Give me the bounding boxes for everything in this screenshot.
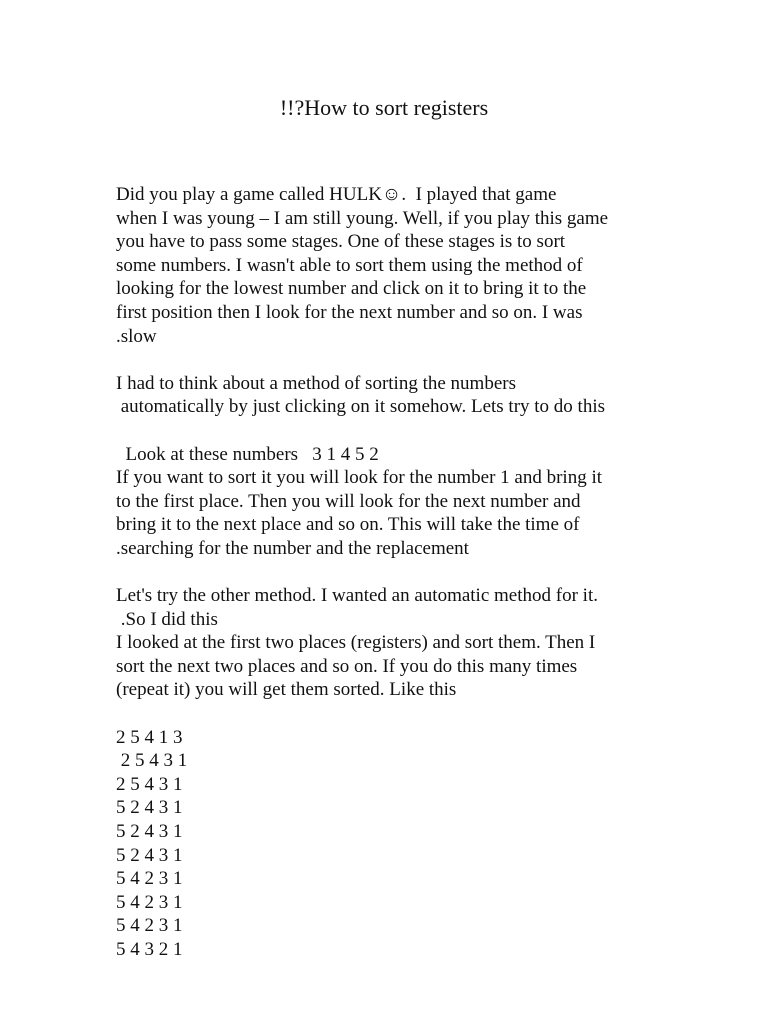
text-line: automatically by just clicking on it somehow. Lets try to do this	[116, 396, 606, 418]
paragraph-spacer	[116, 702, 696, 726]
sequence-line: 2 5 4 3 1	[116, 773, 183, 795]
text-line: I had to think about a method of sorting the numbers	[116, 372, 516, 394]
paragraph-spacer	[116, 419, 696, 443]
paragraph-3	[116, 443, 696, 561]
sequence-line: 2 5 4 1 3	[116, 726, 183, 748]
text-line: I looked at the first two places (registers) and sort them. Then I	[116, 632, 596, 654]
text-line: looking for the lowest number and click on it to bring it to the	[116, 278, 587, 300]
text-line: when I was young – I am still young. Well, if you play this game	[116, 207, 609, 229]
sequence-line: 2 5 4 3 1	[116, 750, 188, 772]
document-title: !!?How to sort registers	[279, 95, 489, 120]
text-line: (repeat it) you will get them sorted. Like this	[116, 679, 457, 701]
text-line: .searching for the number and the replacement	[116, 537, 469, 559]
text-line: .slow	[116, 325, 157, 347]
sequence-line: 5 4 2 3 1	[116, 891, 183, 913]
paragraph-2	[116, 372, 696, 419]
paragraph-spacer	[116, 348, 696, 372]
sequence-line: 5 4 2 3 1	[116, 915, 183, 937]
text-line: some numbers. I wasn't able to sort them using the method of	[116, 254, 583, 276]
text-line: Let's try the other method. I wanted an automatic method for it.	[116, 585, 598, 607]
paragraph-1	[116, 183, 696, 348]
text-line: If you want to sort it you will look for the number 1 and bring it	[116, 467, 603, 489]
sequence-line: 5 2 4 3 1	[116, 821, 183, 843]
sequence-line: 5 2 4 3 1	[116, 797, 183, 819]
sorting-sequence	[116, 726, 696, 962]
text-line: bring it to the next place and so on. This will take the time of	[116, 514, 580, 536]
text-line: you have to pass some stages. One of these stages is to sort	[116, 231, 566, 253]
text-line: first position then I look for the next number and so on. I was	[116, 301, 583, 323]
document-body	[116, 183, 696, 962]
sequence-line: 5 2 4 3 1	[116, 844, 183, 866]
paragraph-spacer	[116, 561, 696, 585]
sequence-line: 5 4 3 2 1	[116, 939, 183, 960]
sequence-line: 5 4 2 3 1	[116, 868, 183, 890]
paragraph-4	[116, 584, 696, 702]
text-line: to the first place. Then you will look for the next number and	[116, 490, 581, 512]
text-line: sort the next two places and so on. If you do this many times	[116, 655, 578, 677]
text-line: Did you play a game called HULK☺. I played that game	[116, 184, 557, 205]
text-line: .So I did this	[116, 608, 218, 630]
text-line: Look at these numbers 3 1 4 5 2	[116, 443, 379, 465]
